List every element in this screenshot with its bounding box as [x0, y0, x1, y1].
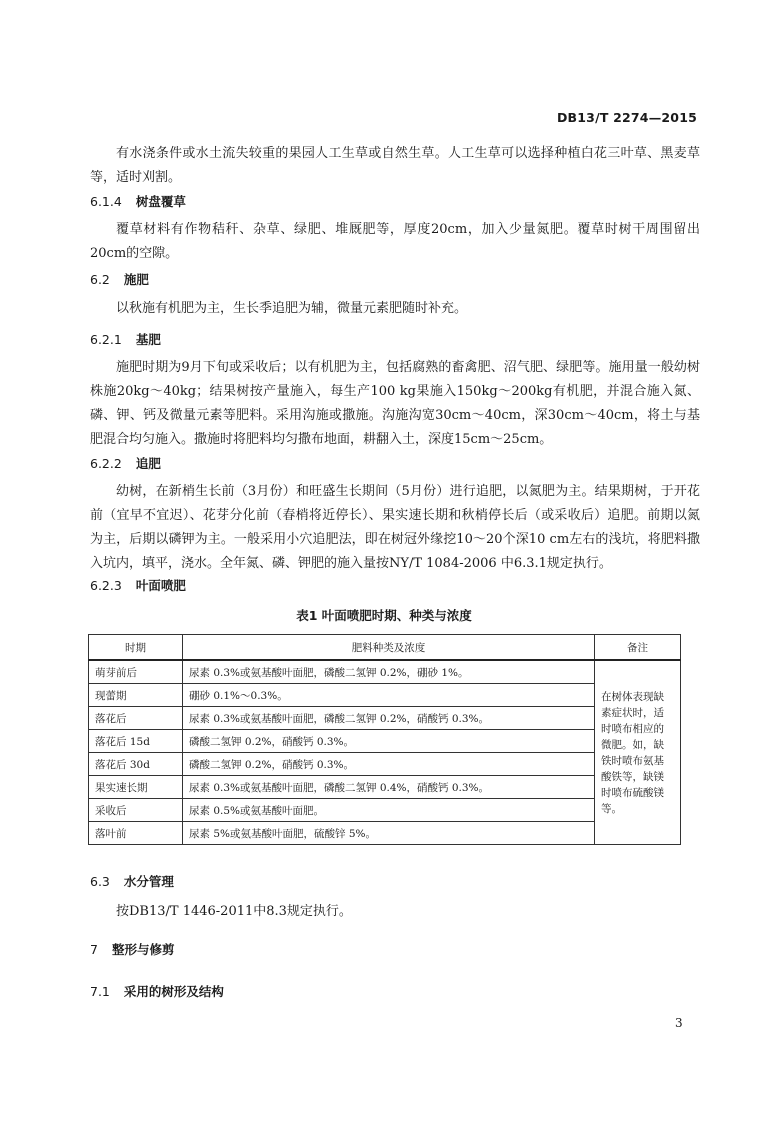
- heading-title: 采用的树形及结构: [123, 984, 224, 999]
- cell-fertilizer: 磷酸二氢钾 0.2%，硝酸钙 0.3%。: [183, 730, 595, 753]
- table-row: [89, 684, 681, 707]
- cell-fertilizer: 尿素 0.3%或氨基酸叶面肥，磷酸二氢钾 0.4%，硝酸钙 0.3%。: [183, 776, 595, 799]
- table-row: [89, 799, 681, 822]
- table-row: [89, 660, 681, 684]
- table-header-row: [89, 635, 681, 661]
- header-remark: 备注: [595, 635, 681, 661]
- heading-number: 6.2.3: [90, 578, 122, 593]
- cell-fertilizer: 尿素 0.3%或氨基酸叶面肥，磷酸二氢钾 0.2%，硝酸钙 0.3%。: [183, 707, 595, 730]
- heading-number: 7.1: [90, 984, 110, 999]
- cell-fertilizer: 尿素 0.5%或氨基酸叶面肥。: [183, 799, 595, 822]
- page-number: 3: [675, 1016, 683, 1030]
- paragraph-6-2-2: 幼树，在新梢生长前（3月份）和旺盛生长期间（5月份）进行追肥，以氮肥为主。结果期树，于开花前（宜早不宜迟）、花芽分化前（春梢将近停长）、果实速长期和秋梢停长后（或采收后）追肥。前期以氮为主，后期以磷钾为主。一般采用小穴追肥法，即在树冠外缘挖10～20个深10 cm左右的浅坑，将肥料撒入坑内，填平，浇水。全年氮、磷、钾肥的施入量按NY/T 1084-2006 中6.3.1规定执行。: [90, 484, 700, 571]
- paragraph-6-2-1: 施肥时期为9月下旬或采收后；以有机肥为主，包括腐熟的畜禽肥、沼气肥、绿肥等。施用量一般幼树株施20kg～40kg；结果树按产量施入，每生产100 kg果施入150kg～200kg有机肥，并混合施入氮、磷、钾、钙及微量元素等肥料。采用沟施或撒施。沟施沟宽30cm～40cm，深30cm～40cm，将土与基肥混合均匀施入。撒施时将肥料均匀撒布地面，耕翻入土，深度15cm～25cm。: [90, 360, 700, 447]
- heading-title: 追肥: [135, 456, 161, 471]
- heading-number: 6.3: [90, 874, 110, 889]
- table-row: [89, 776, 681, 799]
- heading-title: 基肥: [135, 332, 161, 347]
- header-fertilizer: 肥料种类及浓度: [183, 635, 595, 661]
- cell-period: 萌芽前后: [89, 660, 183, 684]
- table-title: 表1 叶面喷肥时期、种类与浓度: [296, 608, 472, 623]
- cell-period: 落叶前: [89, 822, 183, 845]
- cell-fertilizer: 磷酸二氢钾 0.2%，硝酸钙 0.3%。: [183, 753, 595, 776]
- heading-title: 树盘覆草: [135, 194, 186, 209]
- paragraph-6-3: 按DB13/T 1446-2011中8.3规定执行。: [116, 904, 352, 919]
- heading-number: 6.2.2: [90, 456, 122, 471]
- heading-title: 水分管理: [123, 874, 174, 889]
- foliar-spray-table: [88, 634, 681, 845]
- document-code: DB13/T 2274—2015: [556, 110, 697, 125]
- cell-fertilizer: 硼砂 0.1%～0.3%。: [183, 684, 595, 707]
- paragraph-6-2: 以秋施有机肥为主，生长季追肥为辅，微量元素肥随时补充。: [116, 301, 468, 316]
- heading-7: [90, 940, 174, 960]
- heading-6-3: [90, 872, 174, 892]
- table-row: [89, 753, 681, 776]
- cell-period: 现蕾期: [89, 684, 183, 707]
- header-period: 时期: [89, 635, 183, 661]
- paragraph-6-1-4: 覆草材料有作物秸秆、杂草、绿肥、堆厩肥等，厚度20cm，加入少量氮肥。覆草时树干周围留出20cm的空隙。: [90, 222, 700, 261]
- heading-number: 6.2.1: [90, 332, 122, 347]
- table-row: [89, 822, 681, 845]
- cell-period: 落花后: [89, 707, 183, 730]
- heading-6-2-3: [90, 576, 186, 596]
- cell-period: 采收后: [89, 799, 183, 822]
- heading-title: 施肥: [123, 272, 149, 287]
- cell-fertilizer: 尿素 5%或氨基酸叶面肥，硫酸锌 5%。: [183, 822, 595, 845]
- cell-period: 落花后 15d: [89, 730, 183, 753]
- cell-period: 果实速长期: [89, 776, 183, 799]
- table-row: [89, 707, 681, 730]
- cell-fertilizer: 尿素 0.3%或氨基酸叶面肥，磷酸二氢钾 0.2%，硼砂 1%。: [183, 660, 595, 684]
- heading-number: 7: [90, 942, 98, 957]
- heading-number: 6.1.4: [90, 194, 122, 209]
- heading-title: 整形与修剪: [111, 942, 175, 957]
- intro-paragraph: 有水浇条件或水土流失较重的果园人工生草或自然生草。人工生草可以选择种植白花三叶草、黑麦草等，适时刈割。: [90, 146, 700, 185]
- heading-6-2-1: [90, 330, 161, 350]
- table-row: [89, 730, 681, 753]
- heading-6-2: [90, 270, 149, 290]
- cell-remark: 在树体表现缺素症状时，适时喷布相应的微肥。如，缺铁时喷布氨基酸铁等，缺镁时喷布硫酸镁等。: [595, 660, 681, 845]
- heading-number: 6.2: [90, 272, 110, 287]
- heading-6-1-4: [90, 192, 186, 212]
- heading-6-2-2: [90, 454, 161, 474]
- cell-period: 落花后 30d: [89, 753, 183, 776]
- heading-title: 叶面喷肥: [135, 578, 186, 593]
- heading-7-1: [90, 982, 224, 1002]
